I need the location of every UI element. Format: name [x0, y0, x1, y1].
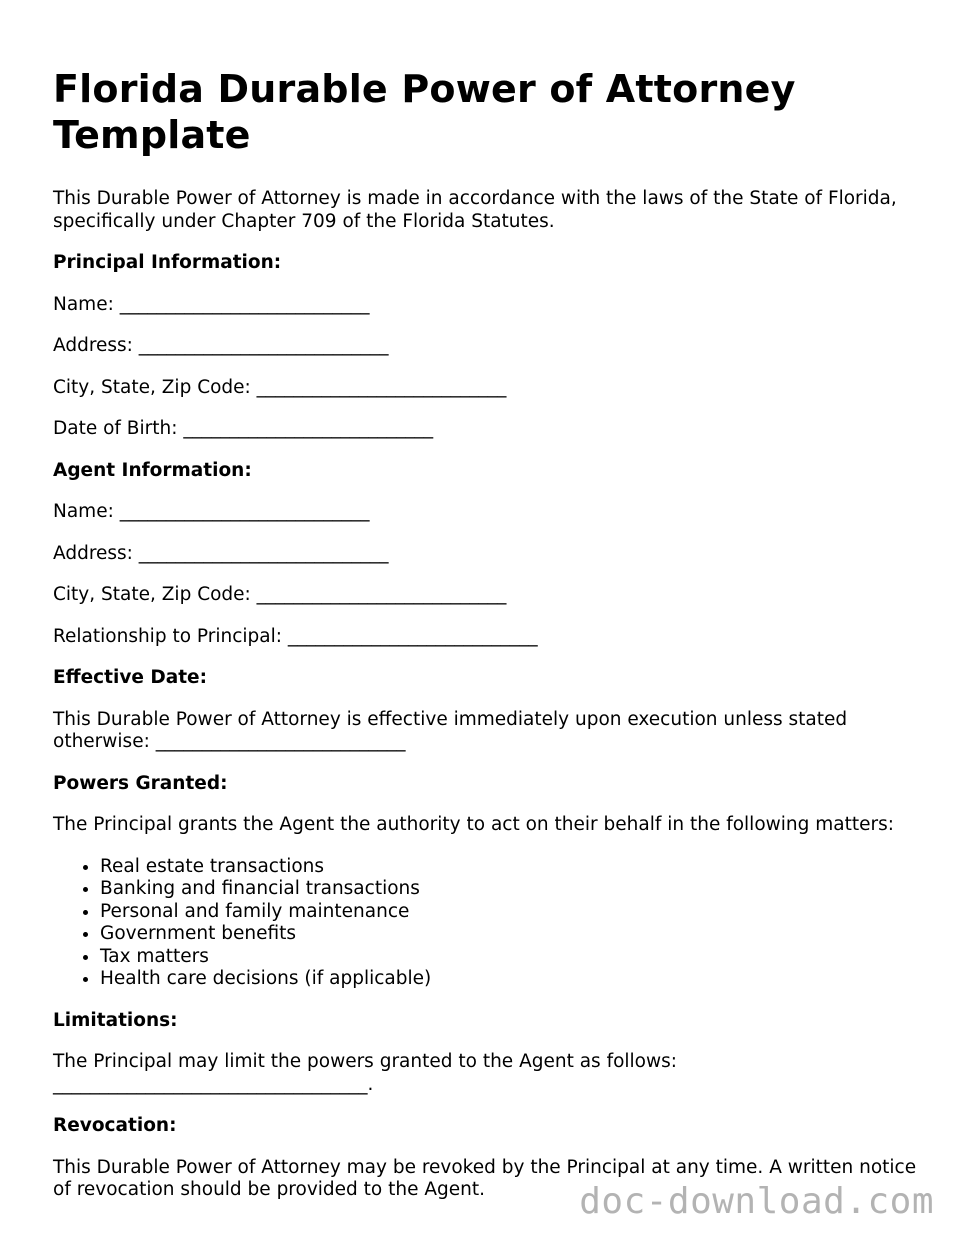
- powers-list: [53, 856, 923, 991]
- document-page: [53, 66, 923, 1202]
- watermark: doc-download.com: [579, 1181, 934, 1222]
- list-item: • Tax matters: [100, 946, 923, 969]
- limitations-heading: Limitations:: [53, 1009, 178, 1031]
- list-item: • Banking and financial transactions: [100, 878, 923, 901]
- effective-date-text: This Durable Power of Attorney is effective immediately upon execution unless stated otherwise: ___________________________: [53, 708, 848, 752]
- agent-address-field: Address: ___________________________: [53, 542, 389, 564]
- principal-address-field: Address: ___________________________: [53, 335, 389, 356]
- agent-name-field: Name: ___________________________: [53, 501, 370, 522]
- list-item: • Personal and family maintenance: [100, 901, 923, 924]
- revocation-text: This Durable Power of Attorney may be revoked by the Principal at any time. A written notice of revocation should be provided to the Agent.: [53, 1156, 917, 1200]
- powers-heading: Powers Granted:: [53, 772, 228, 794]
- principal-dob-field: Date of Birth: ___________________________: [53, 418, 434, 439]
- document-title: Florida Durable Power of Attorney Template: [53, 67, 796, 157]
- principal-name-field: Name: ___________________________: [53, 293, 370, 315]
- intro-paragraph: This Durable Power of Attorney is made in accordance with the laws of the State of Florida, specifically under Chapter 709 of the Florida Statutes.: [53, 188, 897, 232]
- agent-heading: Agent Information:: [53, 459, 252, 481]
- agent-relationship-field: Relationship to Principal: ___________________________: [53, 625, 538, 647]
- powers-text: The Principal grants the Agent the authority to act on their behalf in the following matters:: [53, 814, 894, 835]
- effective-date-heading: Effective Date:: [53, 667, 207, 688]
- principal-heading: Principal Information:: [53, 252, 282, 273]
- list-item: • Government benefits: [100, 923, 923, 946]
- list-item: • Real estate transactions: [100, 856, 923, 879]
- principal-city-field: City, State, Zip Code: ___________________________: [53, 376, 507, 398]
- list-item: • Health care decisions (if applicable): [100, 968, 923, 991]
- limitations-text: The Principal may limit the powers granted to the Agent as follows: __________________________________.: [53, 1051, 677, 1095]
- agent-city-field: City, State, Zip Code: ___________________________: [53, 584, 507, 605]
- revocation-heading: Revocation:: [53, 1115, 177, 1136]
